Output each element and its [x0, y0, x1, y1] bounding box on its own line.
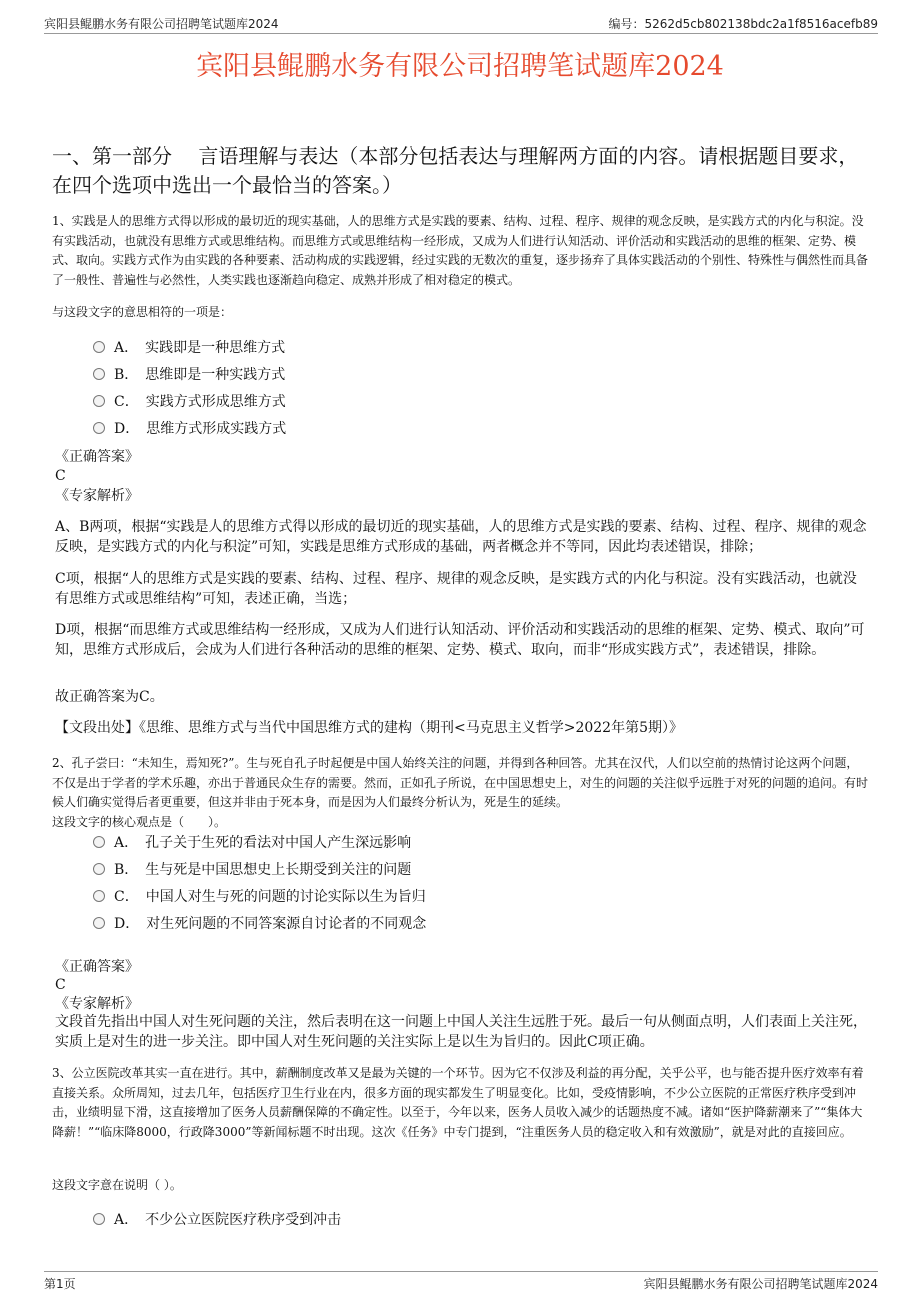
q1-conclusion: 故正确答案为C。 — [55, 689, 164, 705]
q1-option-d[interactable] — [93, 420, 286, 438]
header-doc-title: 宾阳县鲲鹏水务有限公司招聘笔试题库2024 — [44, 17, 279, 31]
option-label: D． 思维方式形成实践方式 — [114, 421, 287, 437]
question-1-prompt: 与这段文字的意思相符的一项是： — [52, 305, 233, 319]
q2-answer-label: 《正确答案》 — [55, 959, 139, 975]
option-label: A． 孔子关于生死的看法对中国人产生深远影响 — [114, 835, 412, 851]
radio-icon[interactable] — [93, 863, 105, 875]
q1-analysis-d: D项，根据“而思维方式或思维结构一经形成，又成为人们进行认知活动、评价活动和实践活动的思维的框架、定势、模式、取向”可知，思维方式形成后，会成为人们进行各种活动的思维的框架、定势、模式、取向，而非“形成实践方式”，表述错误，排除。 — [55, 622, 865, 658]
option-label: B． 生与死是中国思想史上长期受到关注的问题 — [114, 862, 412, 878]
radio-icon[interactable] — [93, 836, 105, 848]
header-doc-id: 编号：5262d5cb802138bdc2a1f8516acefb89 — [608, 17, 878, 31]
question-3-prompt: 这段文字意在说明（ ）。 — [52, 1178, 182, 1192]
option-label: B． 思维即是一种实践方式 — [114, 367, 286, 383]
option-label: D． 对生死问题的不同答案源自讨论者的不同观念 — [114, 916, 427, 932]
radio-icon[interactable] — [93, 1213, 105, 1225]
q1-analysis-c: C项，根据“人的思维方式是实践的要素、结构、过程、程序、规律的观念反映，是实践方式的内化与积淀。没有实践活动，也就没有思维方式或思维结构”可知，表述正确，当选； — [55, 571, 857, 607]
q1-source: 【文段出处】《思维、思维方式与当代中国思维方式的建构（期刊<马克思主义哲学>2022年第5期）》 — [55, 720, 683, 736]
footer-doc-title: 宾阳县鲲鹏水务有限公司招聘笔试题库2024 — [643, 1277, 878, 1291]
q1-option-a[interactable] — [93, 339, 285, 357]
radio-icon[interactable] — [93, 395, 105, 407]
page-header — [44, 13, 878, 34]
radio-icon[interactable] — [93, 917, 105, 929]
q2-option-c[interactable] — [93, 888, 426, 906]
q2-answer: C — [55, 977, 66, 993]
q2-analysis-label: 《专家解析》 — [55, 996, 139, 1012]
option-label: A． 不少公立医院医疗秩序受到冲击 — [114, 1212, 342, 1228]
q3-option-a[interactable] — [93, 1211, 341, 1229]
q1-option-b[interactable] — [93, 366, 285, 384]
radio-icon[interactable] — [93, 341, 105, 353]
q1-analysis-label: 《专家解析》 — [55, 488, 139, 504]
question-2-text: 2、孔子尝曰：“未知生，焉知死?”。生与死自孔子时起便是中国人始终关注的问题，并得到各种回答。尤其在汉代，人们以空前的热情讨论这两个问题，不仅是出于学者的学术乐趣，亦出于普通民众生存的需要。然而，正如孔子所说，在中国思想史上，对生的问题的关注似乎远胜于对死的问题的追问。有时候人们确实觉得后者更重要，但这并非由于死本身，而是因为人们最终分析认为，死是生的延续。 — [52, 756, 869, 809]
radio-icon[interactable] — [93, 368, 105, 380]
q2-option-b[interactable] — [93, 861, 411, 879]
page-number: 第1页 — [44, 1277, 76, 1291]
q1-option-c[interactable] — [93, 393, 286, 411]
option-label: C． 中国人对生与死的问题的讨论实际以生为旨归 — [114, 889, 426, 905]
question-3-text: 3、公立医院改革其实一直在进行。其中，薪酬制度改革又是最为关键的一个环节。因为它不仅涉及利益的再分配，关乎公平，也与能否提升医疗效率有着直接关系。众所周知，过去几年，包括医疗卫生行业在内，很多方面的现实都发生了明显变化。比如，受疫情影响，不少公立医院的正常医疗秩序受到冲击，业绩明显下滑，这直接增加了医务人员薪酬保障的不确定性。以至于，今年以来，医务人员收入减少的话题热度不减。诸如“医护降薪潮来了”“集体大降薪！”“临床降8000，行政降3000”等新闻标题不时出现。这次《任务》中专门提到，“注重医务人员的稳定收入和有效激励”，就是对此的直接回应。 — [52, 1066, 864, 1139]
q1-answer-label: 《正确答案》 — [55, 449, 139, 465]
q2-option-d[interactable] — [93, 915, 426, 933]
section-heading: 一、第一部分 言语理解与表达（本部分包括表达与理解两方面的内容。请根据题目要求，在四个选项中选出一个最恰当的答案。） — [52, 144, 859, 197]
page-footer — [44, 1271, 878, 1292]
question-2-prompt: 这段文字的核心观点是（ ）。 — [52, 815, 227, 829]
radio-icon[interactable] — [93, 422, 105, 434]
page-title: 宾阳县鲲鹏水务有限公司招聘笔试题库2024 — [196, 51, 724, 82]
option-label: A． 实践即是一种思维方式 — [114, 340, 286, 356]
option-label: C． 实践方式形成思维方式 — [114, 394, 286, 410]
q2-analysis: 文段首先指出中国人对生死问题的关注，然后表明在这一问题上中国人关注生远胜于死。最后一句从侧面点明，人们表面上关注死，实质上是对生的进一步关注。即中国人对生死问题的关注实际上是以生为旨归的。因此C项正确。 — [55, 1014, 867, 1050]
q1-analysis-ab: A、B两项，根据“实践是人的思维方式得以形成的最切近的现实基础，人的思维方式是实践的要素、结构、过程、程序、规律的观念反映，是实践方式的内化与积淀”可知，实践是思维方式形成的基础，两者概念并不等同，因此均表述错误，排除； — [55, 519, 867, 555]
question-1-text: 1、实践是人的思维方式得以形成的最切近的现实基础，人的思维方式是实践的要素、结构、过程、程序、规律的观念反映，是实践方式的内化与积淀。没有实践活动，也就没有思维方式或思维结构。而思维方式或思维结构一经形成，又成为人们进行认知活动、评价活动和实践活动的思维的框架、定势、模式、取向。实践方式作为由实践的各种要素、活动构成的实践逻辑，经过实践的无数次的重复，逐步扬弃了具体实践活动的个别性、特殊性与偶然性而具备了一般性、普遍性与必然性，人类实践也逐渐趋向稳定、成熟并形成了相对稳定的模式。 — [52, 214, 869, 287]
q1-answer: C — [55, 468, 66, 484]
q2-option-a[interactable] — [93, 834, 411, 852]
radio-icon[interactable] — [93, 890, 105, 902]
